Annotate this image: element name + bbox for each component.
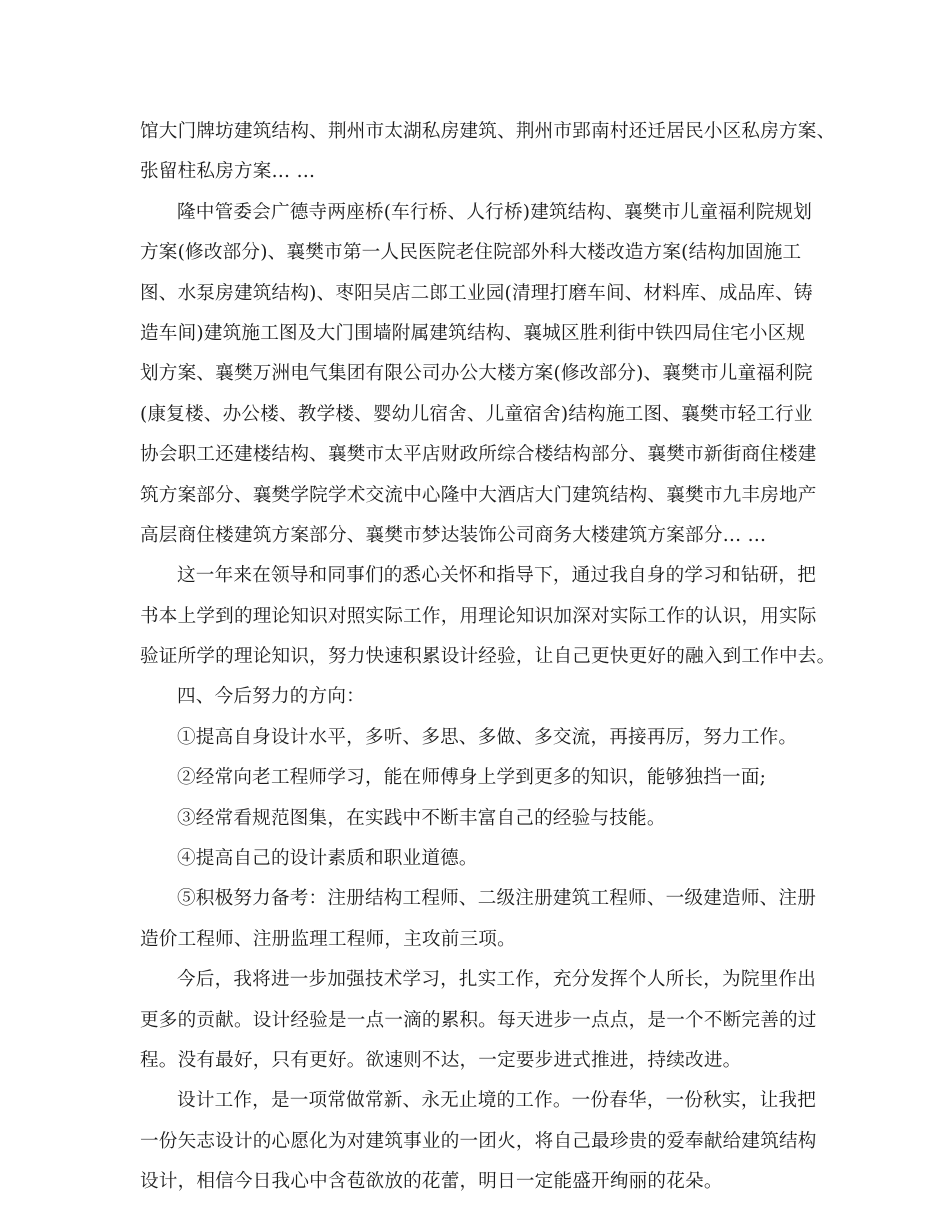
text-line: 一份矢志设计的心愿化为对建筑事业的一团火，将自己最珍贵的爱奉献给建筑结构 [140,1130,817,1152]
text-line: ②经常向老工程师学习，能在师傅身上学到更多的知识，能够独挡一面; [177,767,767,789]
paragraph [140,677,812,717]
paragraph [140,879,816,960]
text-line: 验证所学的理论知识，努力快速积累设计经验，让自己更快更好的融入到工作中去。 [140,646,836,668]
text-line: 更多的贡献。设计经验是一点一滴的累积。每天进步一点点，是一个不断完善的过 [140,1009,817,1031]
paragraph [140,758,812,798]
text-line: 程。没有最好，只有更好。欲速则不达，一定要步进式推进，持续改进。 [140,1049,742,1071]
paragraph [140,1081,817,1202]
paragraph [140,960,817,1081]
text-line: 张留柱私房方案… … [140,161,316,183]
text-line: 高层商住楼建筑方案部分、襄樊市梦达装饰公司商务大楼建筑方案部分… … [140,524,767,546]
text-line: ③经常看规范图集，在实践中不断丰富自己的经验与技能。 [177,807,666,829]
text-line: ④提高自己的设计素质和职业道德。 [177,848,478,870]
text-line: ①提高自身设计水平，多听、多思、多做、多交流，再接再厉，努力工作。 [177,726,798,748]
text-line: 造价工程师、注册监理工程师，主攻前三项。 [140,928,516,950]
paragraph [140,112,836,193]
text-line: 划方案、襄樊万洲电气集团有限公司办公大楼方案(修改部分)、襄樊市儿童福利院 [140,363,813,385]
paragraph [140,718,812,758]
paragraph [140,839,812,879]
text-line: 馆大门牌坊建筑结构、荆州市太湖私房建筑、荆州市郢南村还迁居民小区私房方案、 [140,121,836,142]
text-line: 四、今后努力的方向： [177,686,365,708]
text-line: 协会职工还建楼结构、襄樊市太平店财政所综合楼结构部分、襄樊市新街商住楼建 [140,444,817,466]
document-page [140,112,836,1203]
paragraph [140,799,812,839]
text-line: 设计工作，是一项常做常新、永无止境的工作。一份春华，一份秋实，让我把 [177,1090,816,1112]
text-line: 今后，我将进一步加强技术学习，扎实工作，充分发挥个人所长，为院里作出 [177,969,816,991]
text-line: ⑤积极努力备考：注册结构工程师、二级注册建筑工程师、一级建造师、注册 [177,888,816,910]
paragraph [140,556,836,677]
text-line: 筑方案部分、襄樊学院学术交流中心隆中大酒店大门建筑结构、襄樊市九丰房地产 [140,484,817,506]
text-line: 隆中管委会广德寺两座桥(车行桥、人行桥)建筑结构、襄樊市儿童福利院规划 [177,201,813,223]
text-line: 这一年来在领导和同事们的悉心关怀和指导下，通过我自身的学习和钻研，把 [177,565,816,587]
text-line: 图、水泵房建筑结构)、枣阳吴店二郎工业园(清理打磨车间、材料库、成品库、铸 [140,282,813,304]
text-line: 造车间)建筑施工图及大门围墙附属建筑结构、襄城区胜利街中铁四局住宅小区规 [140,322,806,344]
paragraph [140,193,817,557]
text-line: 书本上学到的理论知识对照实际工作，用理论知识加深对实际工作的认识，用实际 [140,605,817,627]
text-line: (康复楼、办公楼、教学楼、婴幼儿宿舍、儿童宿舍)结构施工图、襄樊市轻工行业 [140,403,813,425]
text-line: 设计，相信今日我心中含苞欲放的花蕾，明日一定能盛开绚丽的花朵。 [140,1171,723,1193]
text-line: 方案(修改部分)、襄樊市第一人民医院老住院部外科大楼改造方案(结构加固施工 [140,242,802,264]
